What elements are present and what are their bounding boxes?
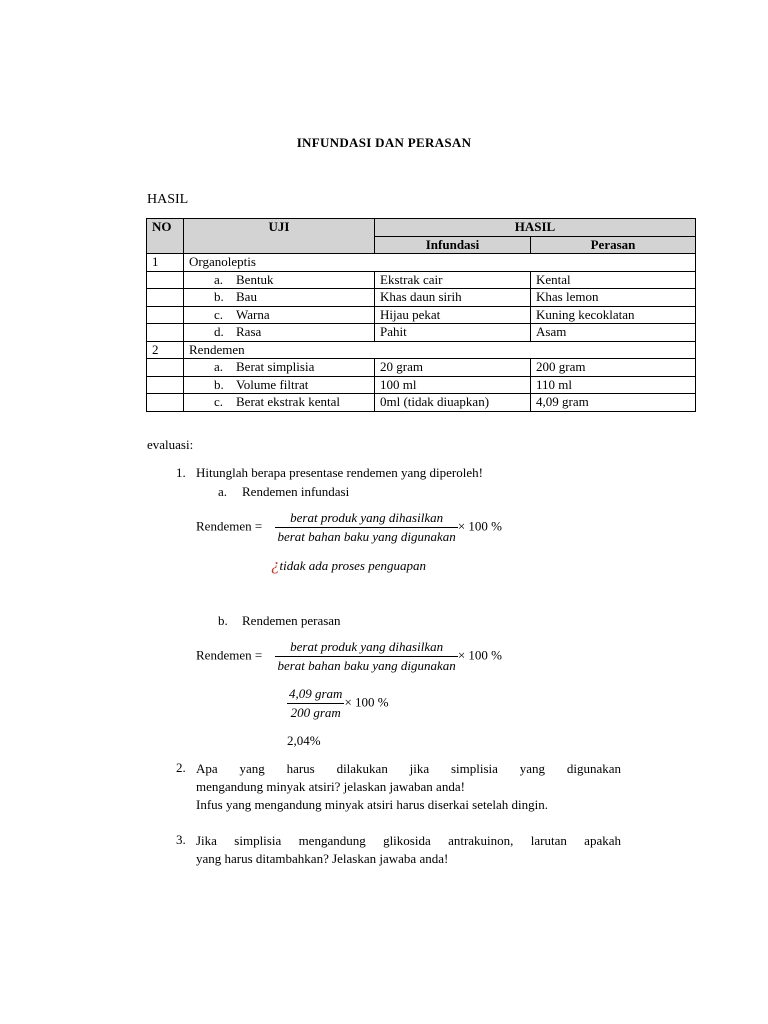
- test-label-cell: [184, 271, 375, 289]
- empty-cell: [147, 271, 184, 289]
- perasan-value: 4,09 gram: [531, 394, 696, 412]
- table-row: [147, 306, 696, 324]
- group-number: 2: [147, 341, 184, 359]
- question-2-line-2: mengandung minyak atsiri? jelaskan jawaban anda!: [196, 779, 465, 794]
- infundasi-note: [271, 555, 426, 575]
- formula-lhs: Rendemen =: [196, 647, 263, 663]
- question-3-line-2: yang harus ditambahkan? Jelaskan jawaba anda!: [196, 851, 449, 866]
- formula-factor: × 100 %: [457, 518, 502, 534]
- calculation-perasan: [287, 686, 389, 721]
- test-label: Berat ekstrak kental: [236, 394, 340, 410]
- page-title: INFUNDASI DAN PERASAN: [296, 135, 472, 150]
- test-letter: b.: [214, 376, 224, 392]
- question-1a-letter: a.: [218, 484, 228, 499]
- empty-cell: [147, 376, 184, 394]
- question-2-answer: Infus yang mengandung minyak atsiri harus diserkai setelah dingin.: [196, 797, 549, 812]
- formula-denominator: berat bahan baku yang digunakan: [277, 658, 456, 673]
- test-label-cell: [184, 289, 375, 307]
- empty-cell: [147, 306, 184, 324]
- question-1b: [218, 613, 341, 629]
- table-group-row: [147, 341, 696, 359]
- table-row: [147, 271, 696, 289]
- calc-numerator: 4,09 gram: [287, 686, 344, 704]
- infundasi-value: 100 ml: [375, 376, 531, 394]
- test-label-cell: [184, 324, 375, 342]
- group-number: 1: [147, 254, 184, 272]
- question-2-number: 2.: [176, 760, 186, 775]
- test-letter: c.: [214, 306, 224, 322]
- formula-numerator: berat produk yang dihasilkan: [275, 510, 457, 528]
- infundasi-value: Khas daun sirih: [375, 289, 531, 307]
- group-name: Rendemen: [184, 341, 696, 359]
- table-row: [147, 289, 696, 307]
- formula-fraction: [275, 639, 457, 674]
- test-letter: a.: [214, 271, 224, 287]
- test-label-cell: [184, 376, 375, 394]
- infundasi-value: Ekstrak cair: [375, 271, 531, 289]
- test-label-cell: [184, 359, 375, 377]
- question-1: [176, 465, 483, 481]
- formula-denominator: berat bahan baku yang digunakan: [277, 529, 456, 544]
- test-letter: d.: [214, 324, 224, 340]
- empty-cell: [147, 394, 184, 412]
- header-hasil: HASIL: [375, 219, 696, 237]
- empty-cell: [147, 359, 184, 377]
- test-label: Rasa: [236, 324, 262, 340]
- infundasi-value: 20 gram: [375, 359, 531, 377]
- table-group-row: [147, 254, 696, 272]
- test-label: Berat simplisia: [236, 359, 315, 375]
- question-1a-text: Rendemen infundasi: [242, 484, 350, 499]
- table-row: [147, 359, 696, 377]
- perasan-value: Khas lemon: [531, 289, 696, 307]
- calc-factor: × 100 %: [344, 694, 389, 710]
- question-2: [196, 760, 621, 814]
- note-text: tidak ada proses penguapan: [279, 558, 426, 573]
- formula-perasan: [196, 639, 502, 674]
- question-1a: [218, 484, 349, 500]
- results-table: [146, 218, 696, 412]
- perasan-value: 200 gram: [531, 359, 696, 377]
- test-letter: a.: [214, 359, 224, 375]
- infundasi-value: Pahit: [375, 324, 531, 342]
- empty-cell: [147, 289, 184, 307]
- section-heading-hasil: HASIL: [147, 192, 189, 207]
- table-row: [147, 324, 696, 342]
- group-name: Organoleptis: [184, 254, 696, 272]
- empty-cell: [147, 324, 184, 342]
- question-1b-text: Rendemen perasan: [242, 613, 341, 628]
- test-label: Volume filtrat: [236, 376, 309, 392]
- result-percentage: 2,04%: [287, 733, 321, 748]
- formula-numerator: berat produk yang dihasilkan: [275, 639, 457, 657]
- test-label: Bentuk: [236, 271, 274, 287]
- question-3-number: 3.: [176, 832, 186, 847]
- perasan-value: 110 ml: [531, 376, 696, 394]
- question-1-text: Hitunglah berapa presentase rendemen yang diperoleh!: [196, 465, 483, 480]
- calc-fraction: [287, 686, 344, 721]
- evaluasi-label: evaluasi:: [147, 437, 194, 452]
- test-label: Warna: [236, 306, 270, 322]
- test-letter: b.: [214, 289, 224, 305]
- infundasi-value: 0ml (tidak diuapkan): [375, 394, 531, 412]
- question-2-line-1: Apa yang harus dilakukan jika simplisia yang digunakan: [196, 761, 621, 776]
- test-label-cell: [184, 394, 375, 412]
- header-uji: UJI: [184, 219, 375, 254]
- header-no: NO: [147, 219, 184, 254]
- question-1-number: 1.: [176, 465, 186, 480]
- table-row: [147, 394, 696, 412]
- calc-denominator: 200 gram: [290, 705, 341, 720]
- perasan-value: Asam: [531, 324, 696, 342]
- question-3: [196, 832, 621, 868]
- perasan-value: Kuning kecoklatan: [531, 306, 696, 324]
- perasan-value: Kental: [531, 271, 696, 289]
- question-3-line-1: Jika simplisia mengandung glikosida antrakuinon, larutan apakah: [196, 833, 621, 848]
- formula-lhs: Rendemen =: [196, 518, 263, 534]
- test-letter: c.: [214, 394, 224, 410]
- table-row: [147, 376, 696, 394]
- formula-fraction: [275, 510, 457, 545]
- header-perasan: Perasan: [531, 236, 696, 254]
- test-label-cell: [184, 306, 375, 324]
- formula-factor: × 100 %: [457, 647, 502, 663]
- note-symbol: ¿: [271, 555, 280, 574]
- question-1b-letter: b.: [218, 613, 228, 628]
- infundasi-value: Hijau pekat: [375, 306, 531, 324]
- formula-infundasi: [196, 510, 502, 545]
- header-infundasi: Infundasi: [375, 236, 531, 254]
- test-label: Bau: [236, 289, 257, 305]
